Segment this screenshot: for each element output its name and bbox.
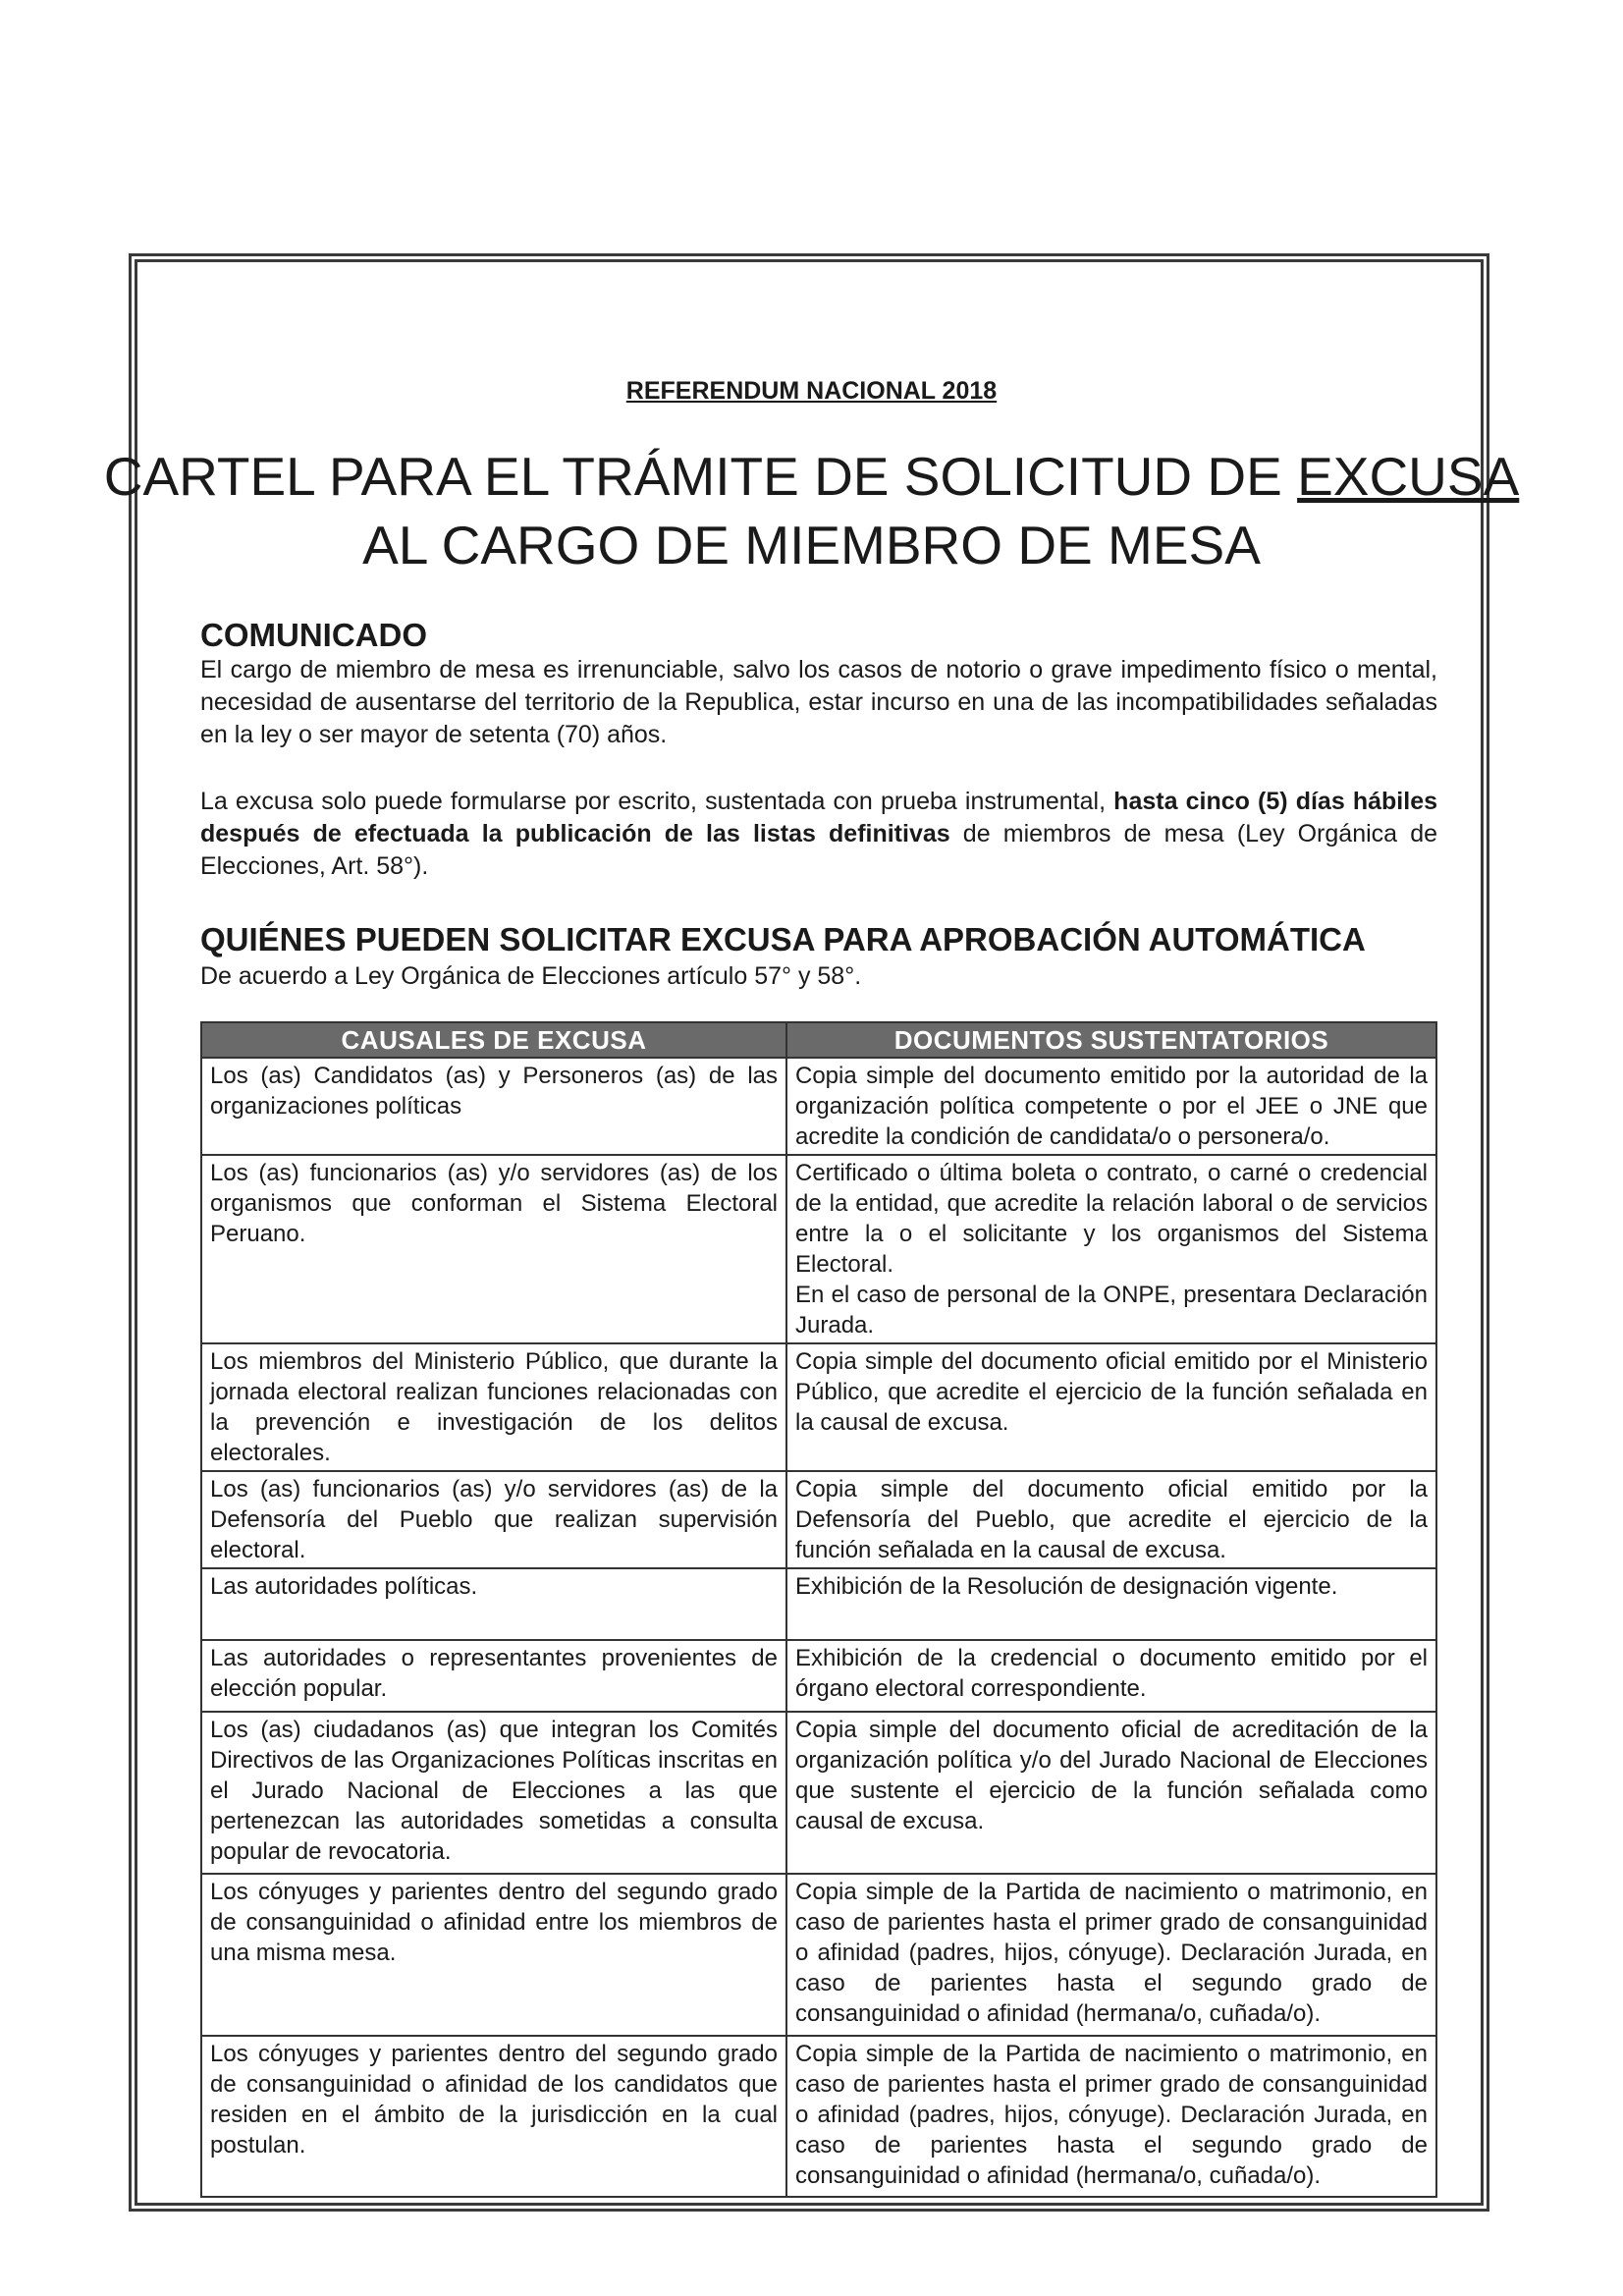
paragraph-2-text-b: de miembros de mesa (Ley Orgánica de Elecciones, Art. 58°). (200, 820, 1437, 880)
comunicado-paragraph-2 (200, 786, 1437, 883)
quienes-heading: QUIÉNES PUEDEN SOLICITAR EXCUSA PARA APROBACIÓN AUTOMÁTICA (200, 921, 1366, 957)
main-title (0, 442, 1623, 579)
main-title-line1 (0, 442, 1623, 511)
comunicado-heading: COMUNICADO (200, 617, 427, 653)
table-row (201, 1712, 1436, 1874)
causal-cell: Los cónyuges y parientes dentro del segundo grado de consanguinidad o afinidad entre los miembros de una misma mesa. (201, 1874, 786, 2036)
causal-cell: Los (as) ciudadanos (as) que integran los Comités Directivos de las Organizaciones Políticas inscritas en el Jurado Nacional de Elecciones a las que pertenezcan las autoridades sometidas a consulta popular de revocatoria. (201, 1712, 786, 1874)
causal-cell: Los (as) Candidatos (as) y Personeros (as) de las organizaciones políticas (201, 1058, 786, 1155)
table-row (201, 1568, 1436, 1640)
table-row (201, 1874, 1436, 2036)
quienes-section (200, 921, 1437, 992)
paragraph-2-text-a: La excusa solo puede formularse por escrito, sustentada con prueba instrumental, (200, 788, 1114, 815)
table-row (201, 1640, 1436, 1712)
table-row (201, 1155, 1436, 1343)
causal-cell: Los (as) funcionarios (as) y/o servidores (as) de la Defensoría del Pueblo que realizan supervisión electoral. (201, 1471, 786, 1568)
causal-cell: Los miembros del Ministerio Público, que durante la jornada electoral realizan funciones relacionadas con la prevención e investigación de los delitos electorales. (201, 1343, 786, 1471)
main-title-line1-text: CARTEL PARA EL TRÁMITE DE SOLICITUD DE (103, 446, 1298, 507)
documento-cell: Exhibición de la credencial o documento emitido por el órgano electoral correspondiente. (786, 1640, 1436, 1712)
quienes-subheading: De acuerdo a Ley Orgánica de Elecciones artículo 57° y 58°. (200, 962, 862, 990)
main-title-excusa-word: EXCUSA (1297, 446, 1520, 507)
table-row (201, 2036, 1436, 2197)
comunicado-paragraph-1: El cargo de miembro de mesa es irrenunciable, salvo los casos de notorio o grave impedimento físico o mental, necesidad de ausentarse del territorio de la Republica, estar incurso en una de las incompatibilidades señaladas en la ley o ser mayor de setenta (70) años. (200, 656, 1437, 748)
documento-extra-text: En el caso de personal de la ONPE, presentara Declaración Jurada. (795, 1282, 1428, 1339)
causal-cell: Las autoridades o representantes provenientes de elección popular. (201, 1640, 786, 1712)
table-row (201, 1471, 1436, 1568)
header-documentos: DOCUMENTOS SUSTENTATORIOS (786, 1022, 1436, 1058)
paragraph-2-bold: hasta cinco (5) días hábiles después de efectuada la publicación de las listas definitivas (200, 788, 1437, 847)
comunicado-section (200, 617, 1437, 751)
documento-text: Certificado o última boleta o contrato, o carné o credencial de la entidad, que acredite la relación laboral o de servicios entre la o el solicitante y los organismos del Sistema Electoral. (795, 1160, 1428, 1278)
documento-cell: Exhibición de la Resolución de designación vigente. (786, 1568, 1436, 1640)
documento-cell: Copia simple de la Partida de nacimiento o matrimonio, en caso de parientes hasta el primer grado de consanguinidad o afinidad (padres, hijos, cónyuge). Declaración Jurada, en caso de parientes hasta el segundo grado de consanguinidad o afinidad (hermana/o, cuñada/o). (786, 1874, 1436, 2036)
documento-cell: Copia simple del documento oficial de acreditación de la organización política y/o del Jurado Nacional de Elecciones que sustente el ejercicio de la función señalada como causal de excusa. (786, 1712, 1436, 1874)
referendum-subtitle: REFERENDUM NACIONAL 2018 (625, 377, 998, 405)
header-causales: CAUSALES DE EXCUSA (201, 1022, 786, 1058)
plazo-section (200, 786, 1437, 883)
causal-cell: Las autoridades políticas. (201, 1568, 786, 1640)
table-row (201, 1058, 1436, 1155)
documento-cell (786, 1155, 1436, 1343)
documento-cell: Copia simple del documento emitido por la autoridad de la organización política competente o por el JEE o JNE que acredite la condición de candidata/o o personera/o. (786, 1058, 1436, 1155)
documento-cell: Copia simple del documento oficial emitido por la Defensoría del Pueblo, que acredite el ejercicio de la función señalada en la causal de excusa. (786, 1471, 1436, 1568)
main-title-line2: AL CARGO DE MIEMBRO DE MESA (362, 515, 1261, 575)
table-header-row (201, 1022, 1436, 1058)
causal-cell: Los cónyuges y parientes dentro del segundo grado de consanguinidad o afinidad de los candidatos que residen en el ámbito de la jurisdicción en la cual postulan. (201, 2036, 786, 2197)
table-row (201, 1343, 1436, 1471)
documento-cell: Copia simple del documento oficial emitido por el Ministerio Público, que acredite el ejercicio de la función señalada en la causal de excusa. (786, 1343, 1436, 1471)
documento-cell: Copia simple de la Partida de nacimiento o matrimonio, en caso de parientes hasta el primer grado de consanguinidad o afinidad (padres, hijos, cónyuge). Declaración Jurada, en caso de parientes hasta el segundo grado de consanguinidad o afinidad (hermana/o, cuñada/o). (786, 2036, 1436, 2197)
causal-cell: Los (as) funcionarios (as) y/o servidores (as) de los organismos que conforman el Sistema Electoral Peruano. (201, 1155, 786, 1343)
excusa-table (200, 1021, 1437, 2198)
